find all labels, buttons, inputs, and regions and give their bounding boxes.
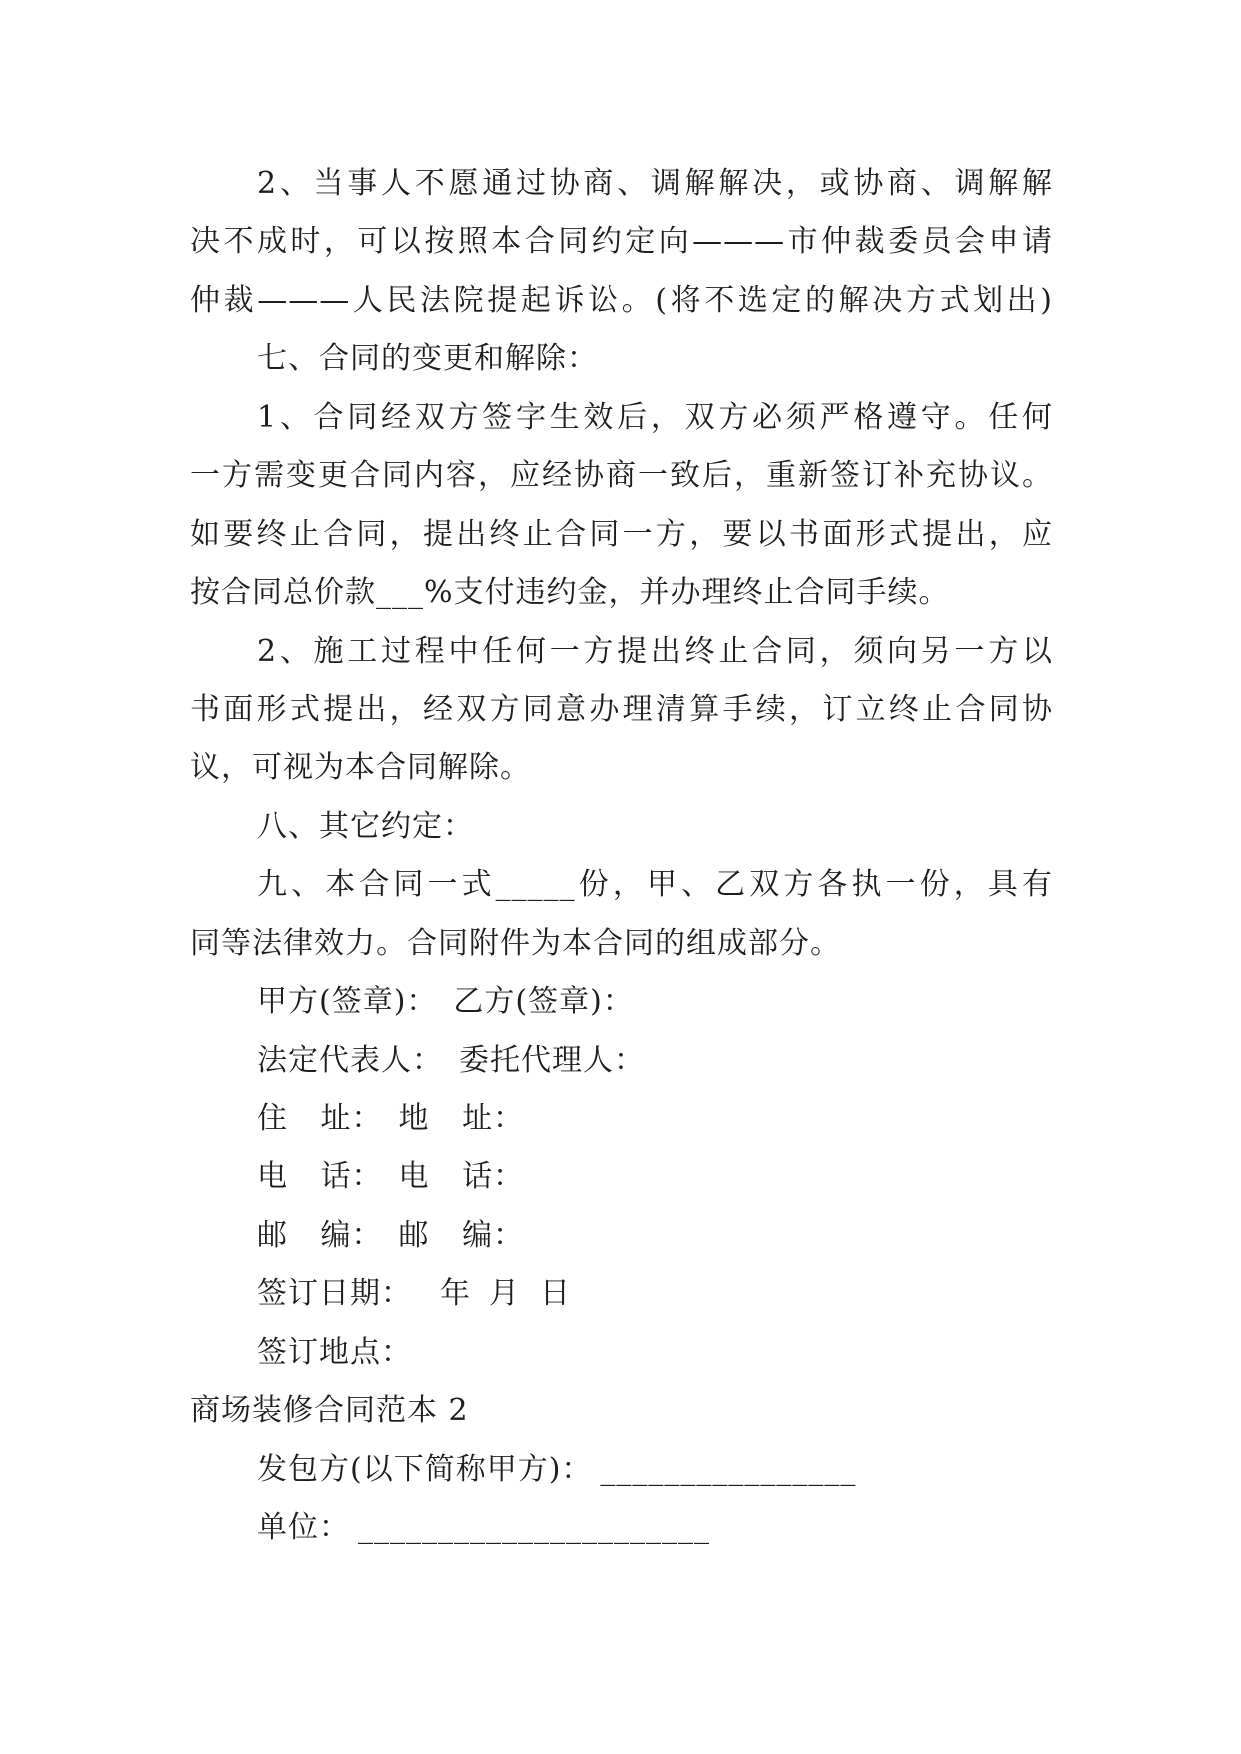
- sign-date-month: 月: [489, 1276, 520, 1312]
- party-b-phone-label: 电 话：: [398, 1159, 525, 1195]
- sign-place-label: 签订地点：: [257, 1334, 412, 1370]
- party-b-agent-label: 委托代理人：: [459, 1042, 645, 1078]
- party-b-postcode-label: 邮 编：: [398, 1217, 525, 1253]
- unit-label: 单位：: [257, 1510, 350, 1546]
- signature-row-seal: [190, 973, 1053, 1031]
- section-7-heading: 七、合同的变更和解除：: [257, 341, 598, 377]
- party-b-seal-label: 乙方(签章)：: [453, 984, 634, 1020]
- document-title-2: 商场装修合同范本 2: [190, 1393, 469, 1429]
- signature-row-phone: [190, 1148, 1053, 1206]
- contractor-label: 发包方(以下简称甲方)：: [257, 1451, 593, 1487]
- section-9-line-2: 同等法律效力。合同附件为本合同的组成部分。: [190, 925, 841, 961]
- document-body: [190, 155, 1053, 1558]
- section-8-heading: 八、其它约定：: [257, 808, 474, 844]
- party-a-phone-label: 电 话：: [257, 1159, 383, 1195]
- section-7-item-1-line-1: 1、合同经双方签字生效后，双方必须严格遵守。任何: [257, 399, 1053, 435]
- signature-row-address: [190, 1090, 1053, 1148]
- section-9-line-1: 九、本合同一式_____份，甲、乙双方各执一份，具有: [257, 867, 1053, 903]
- signature-row-representative: [190, 1032, 1053, 1090]
- contractor-blank: ________________: [600, 1451, 857, 1487]
- section-7-item-2-line-1: 2、施工过程中任何一方提出终止合同，须向另一方以: [257, 633, 1053, 669]
- section-7-item-1-line-3: 如要终止合同，提出终止合同一方，要以书面形式提出，应: [190, 516, 1053, 552]
- party-a-seal-label: 甲方(签章)：: [257, 984, 438, 1020]
- section-7-item-2-line-3: 议，可视为本合同解除。: [190, 750, 531, 786]
- section-7-item-2-line-2: 书面形式提出，经双方同意办理清算手续，订立终止合同协: [190, 691, 1053, 727]
- sign-date-day: 日: [540, 1276, 571, 1312]
- dispute-item-2-line-2: 决不成时，可以按照本合同约定向———市仲裁委员会申请: [190, 224, 1053, 260]
- party-a-postcode-label: 邮 编：: [257, 1217, 383, 1253]
- sign-place-row: [190, 1324, 1053, 1382]
- sign-date-year: 年: [440, 1276, 471, 1312]
- party-a-address-label: 住 址：: [257, 1101, 383, 1136]
- party-b-address-label: 地 址：: [398, 1101, 525, 1136]
- contractor-field: [190, 1441, 1053, 1499]
- section-7-item-1-line-4: 按合同总价款___%支付违约金，并办理终止合同手续。: [190, 575, 950, 611]
- unit-field: [190, 1499, 1053, 1557]
- section-7-item-1-line-2: 一方需变更合同内容，应经协商一致后，重新签订补充协议。: [190, 458, 1053, 494]
- signature-row-postcode: [190, 1207, 1053, 1265]
- party-a-representative-label: 法定代表人：: [257, 1042, 443, 1078]
- dispute-item-2-line-1: 2、当事人不愿通过协商、调解解决，或协商、调解解: [257, 166, 1053, 201]
- unit-blank: ______________________: [358, 1510, 710, 1546]
- sign-date-row: [190, 1265, 1053, 1323]
- dispute-item-2-line-3: 仲裁———人民法院提起诉讼。(将不选定的解决方式划出): [190, 282, 1053, 318]
- sign-date-label: 签订日期：: [257, 1276, 412, 1312]
